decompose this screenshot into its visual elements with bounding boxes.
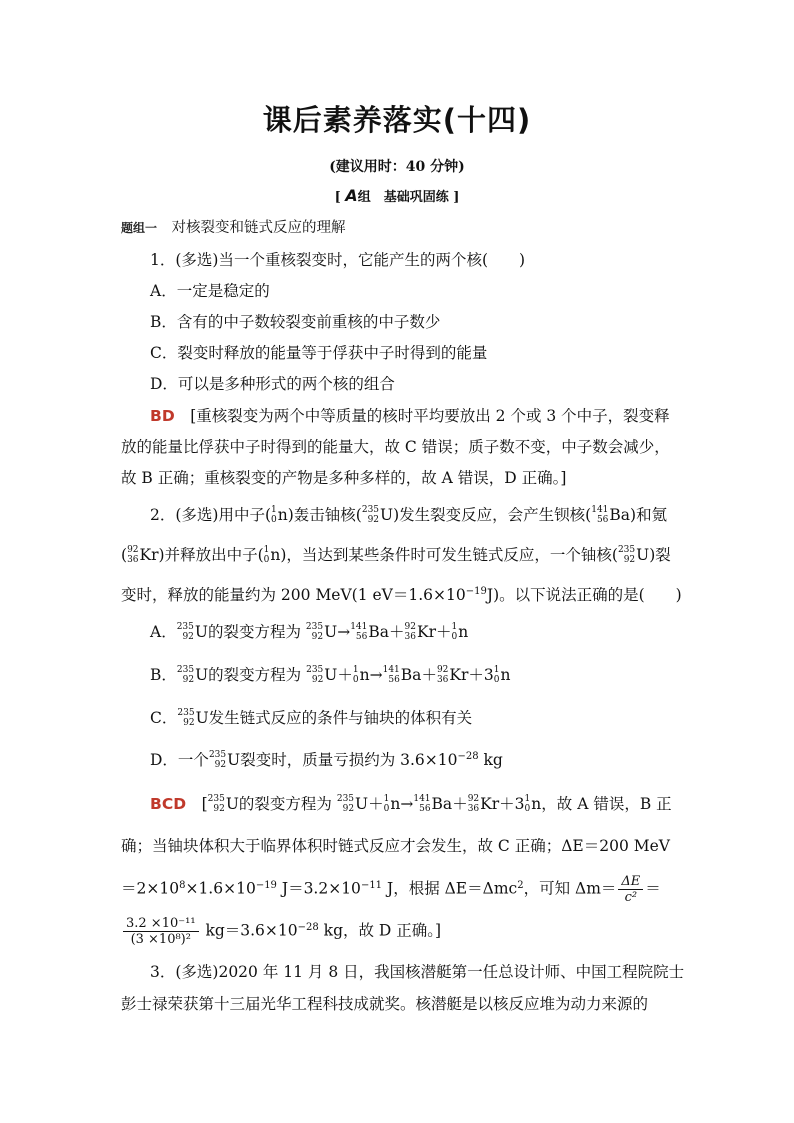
q2-text: )轰击铀核( bbox=[287, 506, 362, 524]
topic-text: 对核裂变和链式反应的理解 bbox=[171, 220, 346, 236]
nuclide-u: 235 92 U bbox=[361, 505, 394, 525]
topic-heading bbox=[121, 218, 681, 238]
q2-line-2: ( 92 36 Kr)并释放出中子( 1 0 n)，当达到某些条件时可发生链式反应，一个铀核( 235 92 U)裂 bbox=[121, 545, 671, 565]
q2-explanation-4: $\frac{\text{3.2 ×10⁻¹¹}}{\text{(3 ×10⁸)²}}$ $kg=3.6\times 10^{-28}$ kg，故 D 正确。] bbox=[121, 916, 681, 947]
q2-option-b: B． 235 92 U的裂变方程为 235 92 U＋ 1 0 n→ 141 56 Ba＋ 92 36 Kr＋3 1 0 n bbox=[150, 665, 511, 685]
q2-option-d: D．一个 235 92 U裂变时，质量亏损约为 $3.6\times 10^{-28}$ kg bbox=[150, 750, 503, 770]
q1-option-c: C．裂变时释放的能量等于俘获中子时得到的能量 bbox=[150, 344, 488, 362]
q2-explanation-2: 确；当铀块体积大于临界体积时链式反应才会发生，故 C 正确；ΔE＝200 MeV bbox=[121, 837, 670, 855]
q2-line-3: 变时，释放的能量约为 200 MeV(1 $eV=1.6\times 10^{-19}J$)。以下说法正确的是( ) bbox=[121, 586, 682, 604]
nuclide-ba: 141 56 Ba bbox=[591, 505, 631, 525]
q2-text: 2．(多选)用中子( bbox=[150, 506, 272, 524]
q1-option-b: B．含有的中子数较裂变前重核的中子数少 bbox=[150, 313, 441, 331]
q2-text: )发生裂变反应，会产生钡核( bbox=[393, 506, 592, 524]
group-letter: A bbox=[345, 186, 358, 205]
q1-exp-text-1: [重核裂变为两个中等质量的核时平均要放出 2 个或 3 个中子，裂变释 bbox=[190, 407, 670, 425]
q1-stem: 1．(多选)当一个重核裂变时，它能产生的两个核( ) bbox=[150, 251, 526, 269]
q1-option-a: A．一定是稳定的 bbox=[150, 282, 270, 300]
fraction: $\frac{\Delta E}{\text{c²}}$ bbox=[618, 874, 643, 905]
nuclide-u: 235 92 U bbox=[617, 545, 650, 565]
q1-option-d: D．可以是多种形式的两个核的组合 bbox=[150, 375, 395, 393]
q2-answer: BCD bbox=[150, 795, 187, 813]
page-title: 课后素养落实(十四) bbox=[262, 103, 532, 137]
nuclide-n: 1 0 n bbox=[263, 545, 281, 565]
fraction: $\frac{\text{3.2 ×10⁻¹¹}}{\text{(3 ×10⁸)²}}$ bbox=[123, 916, 199, 947]
q1-answer: BD bbox=[150, 407, 175, 425]
nuclide-n: 1 0 n bbox=[271, 505, 288, 525]
bracket-open: [ bbox=[334, 190, 341, 205]
group-heading bbox=[0, 186, 794, 205]
time-suggestion: (建议用时：40 分钟) bbox=[329, 159, 465, 175]
group-label: 组 基础巩固练 bbox=[357, 190, 449, 205]
nuclide-kr: 92 36 Kr bbox=[127, 545, 159, 565]
q2-explanation-1: BCD [ 235 92 U的裂变方程为 235 92 U＋ 1 0 n→ 141 56 Ba＋ 92 36 Kr＋3 1 0 n，故 A 错误，B 正 bbox=[150, 794, 672, 814]
topic-tag: 题组一 bbox=[121, 221, 158, 235]
q2-text: )和氪 bbox=[630, 506, 668, 524]
q2-line-1 bbox=[150, 505, 710, 526]
q1-explanation-2: 放的能量比俘获中子时得到的能量大，故 C 错误；质子数不变，中子数会减少， bbox=[121, 438, 670, 456]
q3-line-1: 3．(多选)2020 年 11 月 8 日，我国核潜艇第一任总设计师、中国工程院院士 bbox=[150, 963, 685, 981]
bracket-close: ] bbox=[453, 190, 460, 205]
q2-option-a: A． 235 92 U的裂变方程为 235 92 U→ 141 56 Ba＋ 92 36 Kr＋ 1 0 n bbox=[150, 622, 469, 642]
q3-line-2: 彭士禄荣获第十三届光华工程科技成就奖。核潜艇是以核反应堆为动力来源的 bbox=[121, 995, 649, 1013]
q2-option-c: C． 235 92 U发生链式反应的条件与铀块的体积有关 bbox=[150, 708, 473, 728]
q2-explanation-3: $=2\times 10^8\times 1.6\times 10^{-19}$ $J=3.2\times 10^{-11}$ J，根据 ΔE＝Δmc$^2$，可知 Δm＝ $\frac{\Delta E}{\text{c²}}$ ＝ bbox=[121, 874, 661, 905]
q1-explanation-1 bbox=[150, 406, 710, 426]
q1-explanation-3: 故 B 正确；重核裂变的产物是多种多样的，故 A 错误，D 正确。] bbox=[121, 469, 567, 487]
